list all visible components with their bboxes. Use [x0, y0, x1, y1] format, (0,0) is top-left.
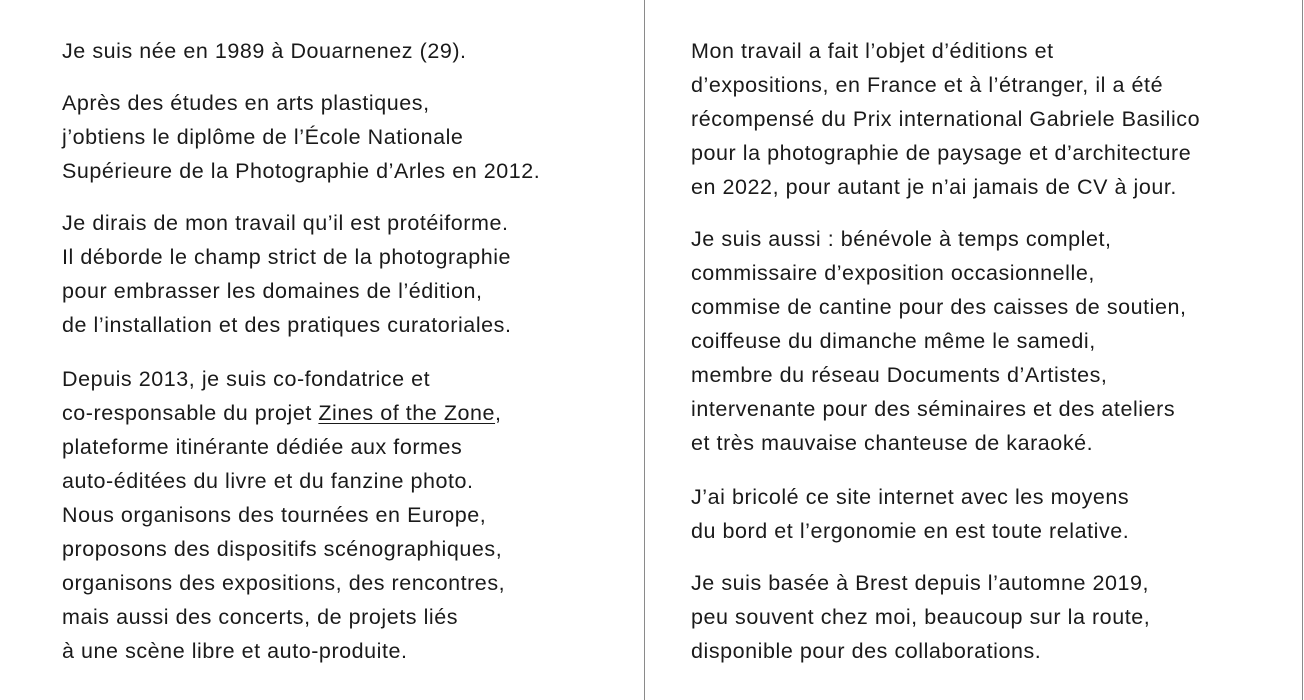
bio-paragraph-education	[62, 86, 643, 188]
text-line: intervenante pour des séminaires et des ateliers	[691, 397, 1176, 421]
text-line: d’expositions, en France et à l’étranger, il a été	[691, 73, 1164, 97]
text-line: membre du réseau Documents d’Artistes,	[691, 363, 1108, 387]
text-line: Je suis aussi : bénévole à temps complet,	[691, 227, 1112, 251]
bio-paragraph-birth	[62, 34, 643, 68]
text-line: Mon travail a fait l’objet d’éditions et	[691, 39, 1054, 63]
text-line: organisons des expositions, des rencontres,	[62, 571, 506, 595]
text-line: Supérieure de la Photographie d’Arles en 2012.	[62, 159, 541, 183]
text-line: peu souvent chez moi, beaucoup sur la route,	[691, 605, 1151, 629]
text-line: Nous organisons des tournées en Europe,	[62, 503, 487, 527]
text-line: Je suis née en 1989 à Douarnenez (29).	[62, 39, 467, 63]
text-line: disponible pour des collaborations.	[691, 639, 1042, 663]
text-line: commise de cantine pour des caisses de soutien,	[691, 295, 1187, 319]
text-line: Après des études en arts plastiques,	[62, 91, 430, 115]
text-line: coiffeuse du dimanche même le samedi,	[691, 329, 1096, 353]
text-line: et très mauvaise chanteuse de karaoké.	[691, 431, 1094, 455]
text-line: pour la photographie de paysage et d’architecture	[691, 141, 1192, 165]
text-line: Depuis 2013, je suis co-fondatrice et	[62, 367, 431, 391]
bio-right-column	[644, 0, 1304, 700]
text-fragment: ,	[495, 401, 502, 425]
text-line: à une scène libre et auto-produite.	[62, 639, 408, 663]
text-line	[62, 396, 643, 430]
text-line: Je suis basée à Brest depuis l’automne 2019,	[691, 571, 1150, 595]
zines-of-the-zone-link[interactable]: Zines of the Zone	[318, 401, 496, 425]
bio-paragraph-practice	[62, 206, 643, 342]
text-line: pour embrasser les domaines de l’édition,	[62, 279, 483, 303]
bio-paragraph-awards	[691, 34, 1304, 204]
text-line: auto-éditées du livre et du fanzine photo.	[62, 469, 474, 493]
bio-paragraph-location	[691, 566, 1304, 668]
text-line: du bord et l’ergonomie en est toute relative.	[691, 519, 1130, 543]
text-line: en 2022, pour autant je n’ai jamais de CV à jour.	[691, 175, 1177, 199]
bio-paragraph-zines	[62, 362, 643, 668]
text-line: j’obtiens le diplôme de l’École Nationale	[62, 125, 464, 149]
bio-left-column	[0, 0, 643, 700]
text-fragment: co-responsable du projet	[62, 401, 319, 425]
text-line: plateforme itinérante dédiée aux formes	[62, 435, 463, 459]
text-line: récompensé du Prix international Gabriele Basilico	[691, 107, 1201, 131]
text-line: commissaire d’exposition occasionnelle,	[691, 261, 1095, 285]
right-edge-divider	[1302, 0, 1303, 700]
text-line: Il déborde le champ strict de la photographie	[62, 245, 512, 269]
bio-paragraph-website	[691, 480, 1304, 548]
text-line: J’ai bricolé ce site internet avec les moyens	[691, 485, 1130, 509]
text-line: mais aussi des concerts, de projets liés	[62, 605, 459, 629]
text-line: de l’installation et des pratiques curatoriales.	[62, 313, 512, 337]
text-line: proposons des dispositifs scénographiques,	[62, 537, 503, 561]
text-line: Je dirais de mon travail qu’il est protéiforme.	[62, 211, 509, 235]
bio-paragraph-roles	[691, 222, 1304, 460]
